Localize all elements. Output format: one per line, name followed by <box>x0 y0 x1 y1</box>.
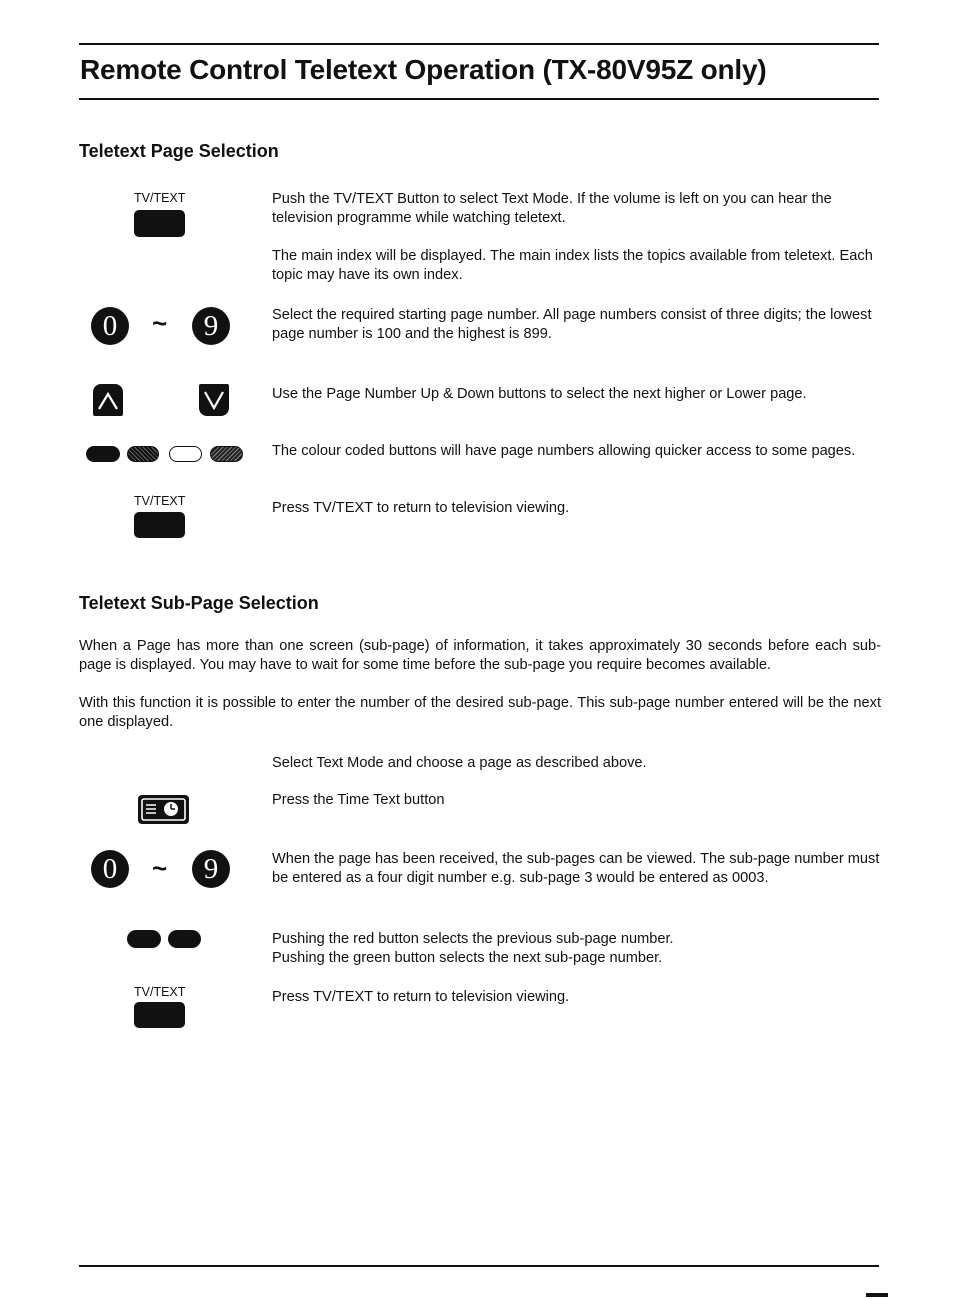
step-text: Press TV/TEXT to return to television viewing. <box>272 500 570 516</box>
digit-0-button-icon: 0 <box>91 850 129 888</box>
section-heading-page-selection: Teletext Page Selection <box>79 141 279 161</box>
step-text: The colour coded buttons will have page numbers allowing quicker access to some pages. <box>272 443 856 459</box>
step-text: Press the Time Text button <box>272 792 445 808</box>
red-button-icon <box>127 930 161 948</box>
step-text <box>272 930 882 968</box>
time-text-button-icon <box>138 795 189 824</box>
tvtext-label: TV/TEXT <box>134 494 186 508</box>
step-text-paragraph: Push the TV/TEXT Button to select Text Mode. If the volume is left on you can hear the television programme while watching teletext. <box>272 191 832 226</box>
digit-0-button-icon: 0 <box>91 307 129 345</box>
tvtext-button-icon <box>134 512 185 538</box>
page-number-fragment <box>866 1293 888 1297</box>
page-up-button-icon <box>93 384 123 416</box>
digit-9-button-icon: 9 <box>192 307 230 345</box>
intro-paragraph: When a Page has more than one screen (sub-page) of information, it takes approximately 30 seconds before each sub-page is displayed. You may have to wait for some time before the sub-page you require becomes available. <box>79 638 881 673</box>
tvtext-button-icon <box>134 210 185 237</box>
title-underline <box>79 98 879 100</box>
step-text: Press TV/TEXT to return to television viewing. <box>272 989 570 1005</box>
step-text-line: Pushing the red button selects the previous sub-page number. <box>272 931 674 947</box>
page-title: Remote Control Teletext Operation (TX-80V95Z only) <box>80 54 767 85</box>
green-button-icon <box>127 446 159 462</box>
green-button-icon <box>168 930 201 948</box>
digit-9-button-icon: 9 <box>192 850 230 888</box>
tilde-icon: ~ <box>152 853 168 883</box>
step-text: Select the required starting page number. All page numbers consist of three digits; the lowest page number is 100 and the highest is 899. <box>272 307 872 342</box>
bottom-rule <box>79 1265 879 1267</box>
tvtext-label: TV/TEXT <box>134 191 186 205</box>
yellow-button-icon <box>169 446 202 462</box>
time-text-icon <box>138 795 189 824</box>
red-button-icon <box>86 446 120 462</box>
step-text <box>272 190 882 285</box>
step-text-line: Pushing the green button selects the next sub-page number. <box>272 950 663 966</box>
blue-button-icon <box>210 446 243 462</box>
top-rule <box>79 43 879 45</box>
tilde-icon: ~ <box>152 308 168 338</box>
intro-paragraph: With this function it is possible to enter the number of the desired sub-page. This sub-page number entered will be the next one displayed. <box>79 695 881 730</box>
section-heading-sub-page-selection: Teletext Sub-Page Selection <box>79 593 319 613</box>
up-arrow-icon <box>93 384 123 416</box>
step-text: Use the Page Number Up & Down buttons to select the next higher or Lower page. <box>272 386 807 402</box>
page-down-button-icon <box>199 384 229 416</box>
step-text: When the page has been received, the sub-pages can be viewed. The sub-page number must be entered as a four digit number e.g. sub-page 3 would be entered as 0003. <box>272 851 880 886</box>
down-arrow-icon <box>199 384 229 416</box>
step-text-paragraph: The main index will be displayed. The main index lists the topics available from teletext. Each topic may have its own index. <box>272 248 873 283</box>
tvtext-label: TV/TEXT <box>134 985 186 999</box>
step-text: Select Text Mode and choose a page as described above. <box>272 755 647 771</box>
tvtext-button-icon <box>134 1002 185 1028</box>
